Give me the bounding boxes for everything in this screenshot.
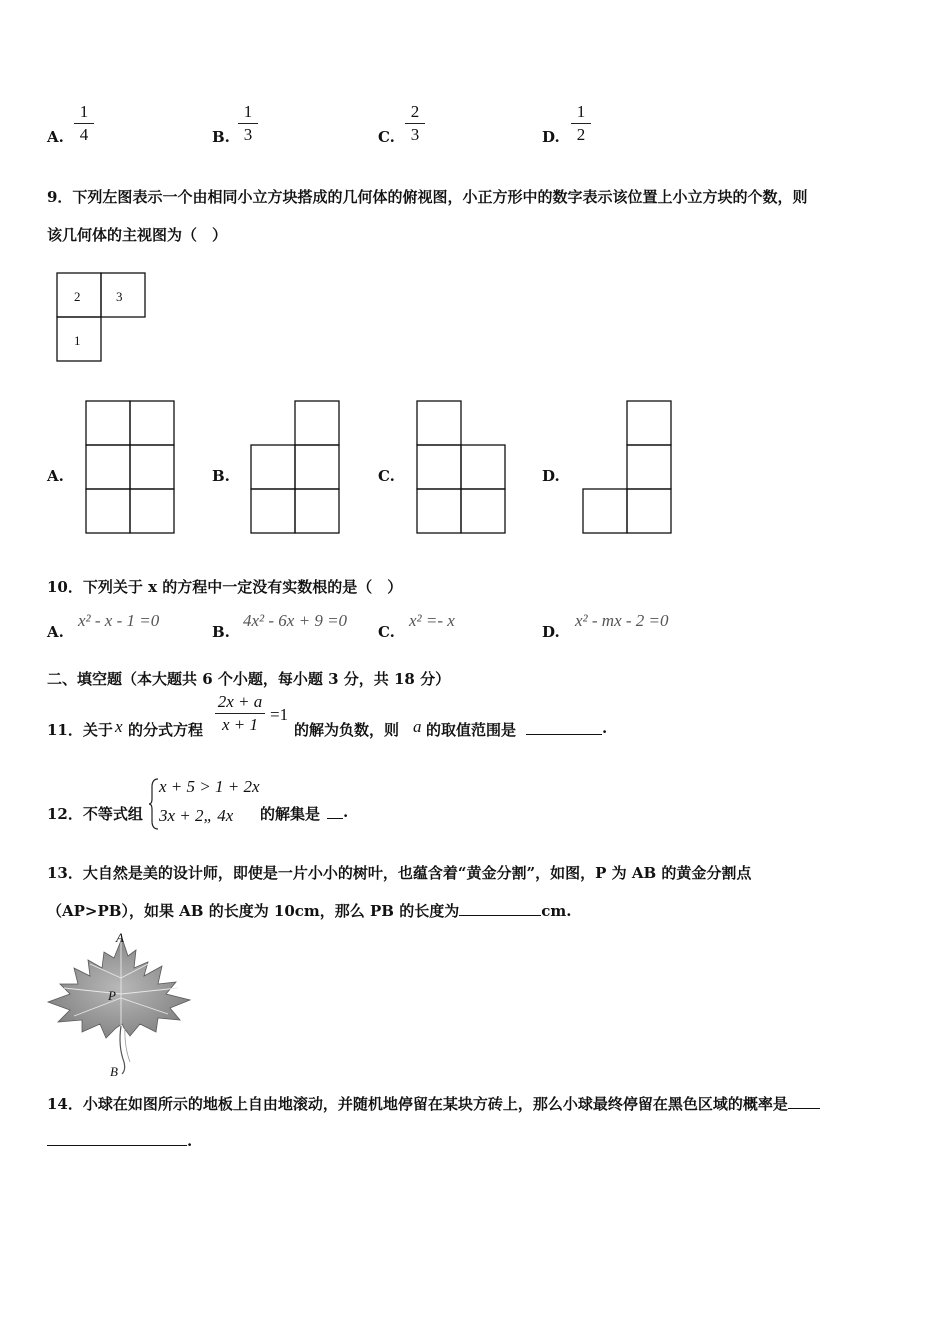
q8-option-d-fraction	[571, 102, 591, 145]
q14-answer-blank-end[interactable]	[47, 1131, 187, 1146]
q13-maple-leaf-figure	[44, 928, 194, 1080]
q9-stem-line1: 9．下列左图表示一个由相同小立方块搭成的几何体的俯视图，小正方形中的数字表示该位置上小立方块的个数，则	[47, 188, 808, 206]
q10-option-a-expr: x² - x - 1 =0	[78, 611, 160, 630]
leaf-label-b: B	[110, 1064, 118, 1079]
q8-b-numerator: 1	[243, 102, 253, 121]
q11-answer-blank[interactable]	[526, 720, 602, 735]
q11-prefix: 11．关于	[47, 721, 113, 739]
q11-fraction-denominator: x + 1	[221, 715, 259, 734]
q8-b-denominator: 3	[243, 125, 253, 144]
q11-suffix2: 的取值范围是	[426, 721, 517, 739]
q11-var-x: x	[115, 717, 123, 736]
q13-answer-blank[interactable]	[459, 901, 541, 916]
q12-inequality-1: x + 5 > 1 + 2x	[159, 777, 260, 796]
q9-option-d-figure	[581, 399, 676, 537]
q8-c-numerator: 2	[410, 102, 420, 121]
q8-option-a-fraction	[74, 102, 94, 145]
q9-option-b-figure	[249, 399, 344, 537]
q11-var-a: a	[413, 717, 422, 736]
grid-number-1: 1	[74, 333, 81, 348]
q9-option-b-label: B.	[212, 467, 230, 485]
q13-line2-suffix: cm.	[541, 902, 572, 920]
q10-option-b-expr: 4x² - 6x + 9 =0	[243, 611, 348, 630]
q9-option-a-figure	[84, 399, 179, 537]
q9-top-view-grid	[55, 270, 150, 365]
q10-option-b-label: B.	[212, 623, 230, 641]
q12-inequality-2: 3x + 2„ 4x	[159, 806, 234, 825]
q9-option-c-label: C.	[378, 467, 395, 485]
q8-option-c-fraction	[405, 102, 425, 145]
q13-stem-line2	[47, 900, 571, 921]
grid-number-2: 2	[74, 289, 81, 304]
q9-option-d-label: D.	[542, 467, 560, 485]
q12-suffix: 的解集是	[260, 805, 321, 823]
q8-option-b-label: B.	[212, 128, 230, 146]
q12-end: .	[343, 803, 349, 821]
q9-stem-line2: 该几何体的主视图为（ ）	[47, 226, 228, 244]
q8-d-denominator: 2	[576, 125, 586, 144]
q11-fraction	[215, 692, 265, 735]
q8-option-d-label: D.	[542, 128, 560, 146]
q10-option-c-label: C.	[378, 623, 395, 641]
q12-prefix: 12．不等式组	[47, 805, 143, 823]
q14-line1-text: 14．小球在如图所示的地板上自由地滚动，并随机地停留在某块方砖上，那么小球最终停留在黑色区域的概率是	[47, 1095, 788, 1113]
q8-c-denominator: 3	[410, 125, 420, 144]
q14-end: .	[187, 1132, 193, 1150]
q12-answer-blank[interactable]	[327, 804, 343, 819]
q14-stem-line2	[47, 1131, 192, 1150]
q8-a-denominator: 4	[79, 125, 89, 144]
q13-stem-line1: 13．大自然是美的设计师，即使是一片小小的树叶，也蕴含着“黄金分割”，如图，P 为 AB 的黄金分割点	[47, 864, 752, 882]
leaf-label-a: A	[116, 930, 124, 945]
q13-line2-prefix: （AP>PB），如果 AB 的长度为 10cm，那么 PB 的长度为	[47, 902, 460, 920]
q14-stem-line1	[47, 1093, 820, 1114]
q8-option-c-label: C.	[378, 128, 395, 146]
q11-suffix1: 的解为负数，则	[294, 721, 400, 739]
q11-fraction-numerator: 2x + a	[217, 692, 263, 711]
q8-option-a-label: A.	[47, 128, 64, 146]
q10-option-d-expr: x² - mx - 2 =0	[575, 611, 669, 630]
q10-option-a-label: A.	[47, 623, 64, 641]
leaf-label-p: P	[108, 988, 116, 1003]
q8-a-numerator: 1	[79, 102, 89, 121]
q11-mid: 的分式方程	[128, 721, 204, 739]
q14-answer-blank-start[interactable]	[788, 1094, 820, 1109]
q10-stem: 10．下列关于 x 的方程中一定没有实数根的是（ ）	[47, 578, 403, 596]
section-2-title: 二、填空题（本大题共 6 个小题，每小题 3 分，共 18 分）	[47, 670, 451, 688]
q10-option-c-expr: x² =- x	[409, 611, 455, 630]
maple-leaf-shape	[48, 938, 190, 1038]
q9-option-a-label: A.	[47, 467, 64, 485]
q9-option-c-figure	[415, 399, 510, 537]
grid-number-3: 3	[116, 289, 123, 304]
q11-equals-one: =1	[270, 705, 289, 724]
q8-d-numerator: 1	[576, 102, 586, 121]
q8-option-b-fraction	[238, 102, 258, 145]
q10-option-d-label: D.	[542, 623, 560, 641]
q11-end: .	[602, 719, 608, 737]
